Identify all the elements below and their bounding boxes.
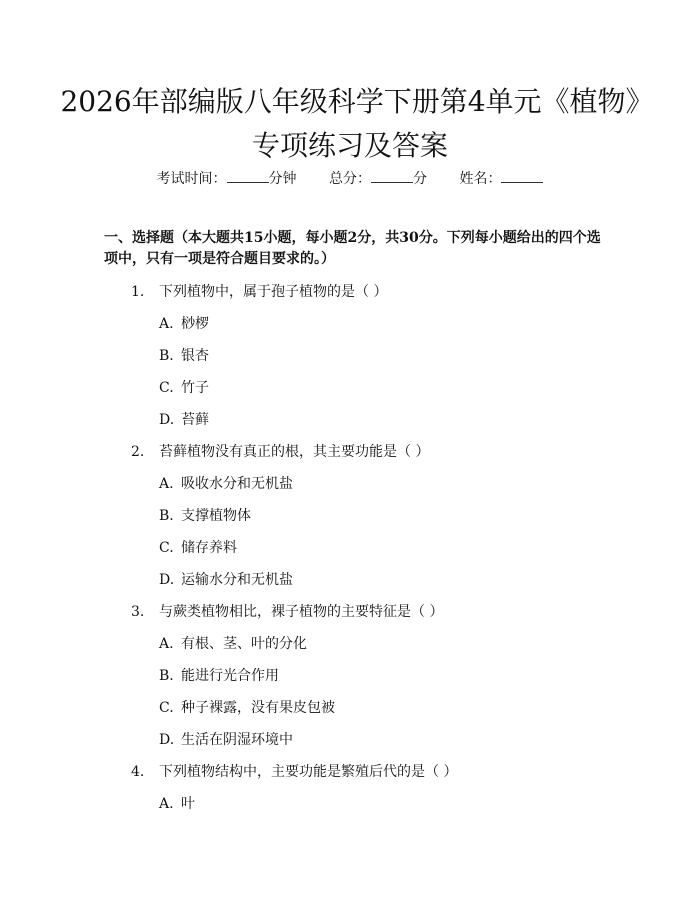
question-3-option-b bbox=[159, 665, 279, 685]
option-text: 运输水分和无机盐 bbox=[181, 572, 293, 588]
option-letter: B. bbox=[159, 508, 174, 524]
question-number: 1. bbox=[131, 284, 145, 300]
option-text: 桫椤 bbox=[181, 316, 209, 332]
question-2 bbox=[131, 441, 429, 461]
question-3-option-d bbox=[159, 729, 293, 749]
exam-time bbox=[157, 168, 297, 188]
question-1-option-d bbox=[159, 409, 209, 429]
question-text: 苔藓植物没有真正的根，其主要功能是（ ） bbox=[159, 444, 430, 460]
name-label: 姓名： bbox=[459, 171, 502, 187]
question-text: 与蕨类植物相比，裸子植物的主要特征是（ ） bbox=[159, 604, 444, 620]
question-number: 3. bbox=[131, 604, 145, 620]
question-4-option-a bbox=[159, 793, 195, 813]
option-text: 银杏 bbox=[181, 348, 209, 364]
option-text: 能进行光合作用 bbox=[181, 668, 279, 684]
option-letter: A. bbox=[159, 476, 174, 492]
option-letter: C. bbox=[159, 540, 174, 556]
question-text: 下列植物结构中，主要功能是繁殖后代的是（ ） bbox=[159, 764, 458, 780]
option-text: 竹子 bbox=[181, 380, 209, 396]
option-letter: A. bbox=[159, 796, 174, 812]
question-1 bbox=[131, 281, 387, 301]
question-3 bbox=[131, 601, 443, 621]
time-label: 考试时间： bbox=[156, 171, 227, 187]
option-letter: B. bbox=[159, 348, 174, 364]
exam-score bbox=[329, 168, 427, 188]
score-label: 总分： bbox=[329, 171, 371, 187]
option-letter: D. bbox=[159, 732, 175, 748]
question-text: 下列植物中，属于孢子植物的是（ ） bbox=[159, 284, 388, 300]
option-text: 种子裸露，没有果皮包被 bbox=[181, 700, 335, 716]
option-letter: B. bbox=[159, 668, 174, 684]
score-blank bbox=[371, 170, 413, 183]
question-number: 4. bbox=[131, 764, 145, 780]
question-3-option-c bbox=[159, 697, 335, 717]
option-letter: D. bbox=[159, 572, 175, 588]
question-number: 2. bbox=[131, 444, 145, 460]
section-heading: 一、选择题（本大题共15小题，每小题2分，共30分。下列每小题给出的四个选项中，只有一项是符合题目要求的。） bbox=[104, 230, 601, 267]
exam-name bbox=[459, 168, 543, 188]
time-unit: 分钟 bbox=[268, 171, 297, 187]
time-blank bbox=[227, 170, 269, 183]
option-text: 支撑植物体 bbox=[181, 508, 251, 524]
option-text: 苔藓 bbox=[181, 412, 209, 428]
option-text: 吸收水分和无机盐 bbox=[181, 476, 293, 492]
name-blank bbox=[501, 170, 543, 183]
option-letter: C. bbox=[159, 380, 174, 396]
question-4 bbox=[131, 761, 457, 781]
question-2-option-b bbox=[159, 505, 251, 525]
question-1-option-c bbox=[159, 377, 209, 397]
question-3-option-a bbox=[159, 633, 307, 653]
score-unit: 分 bbox=[413, 171, 427, 187]
question-2-option-d bbox=[159, 569, 293, 589]
option-text: 有根、茎、叶的分化 bbox=[181, 636, 307, 652]
option-letter: D. bbox=[159, 412, 175, 428]
question-2-option-a bbox=[159, 473, 293, 493]
exam-meta bbox=[0, 168, 700, 188]
question-1-option-b bbox=[159, 345, 209, 365]
question-2-option-c bbox=[159, 537, 237, 557]
option-text: 储存养料 bbox=[181, 540, 237, 556]
option-letter: C. bbox=[159, 700, 174, 716]
option-text: 生活在阴湿环境中 bbox=[181, 732, 293, 748]
option-letter: A. bbox=[159, 316, 174, 332]
option-text: 叶 bbox=[181, 796, 195, 812]
option-letter: A. bbox=[159, 636, 174, 652]
document-title: 2026年部编版八年级科学下册第4单元《植物》专项练习及答案 bbox=[60, 85, 640, 162]
question-1-option-a bbox=[159, 313, 209, 333]
